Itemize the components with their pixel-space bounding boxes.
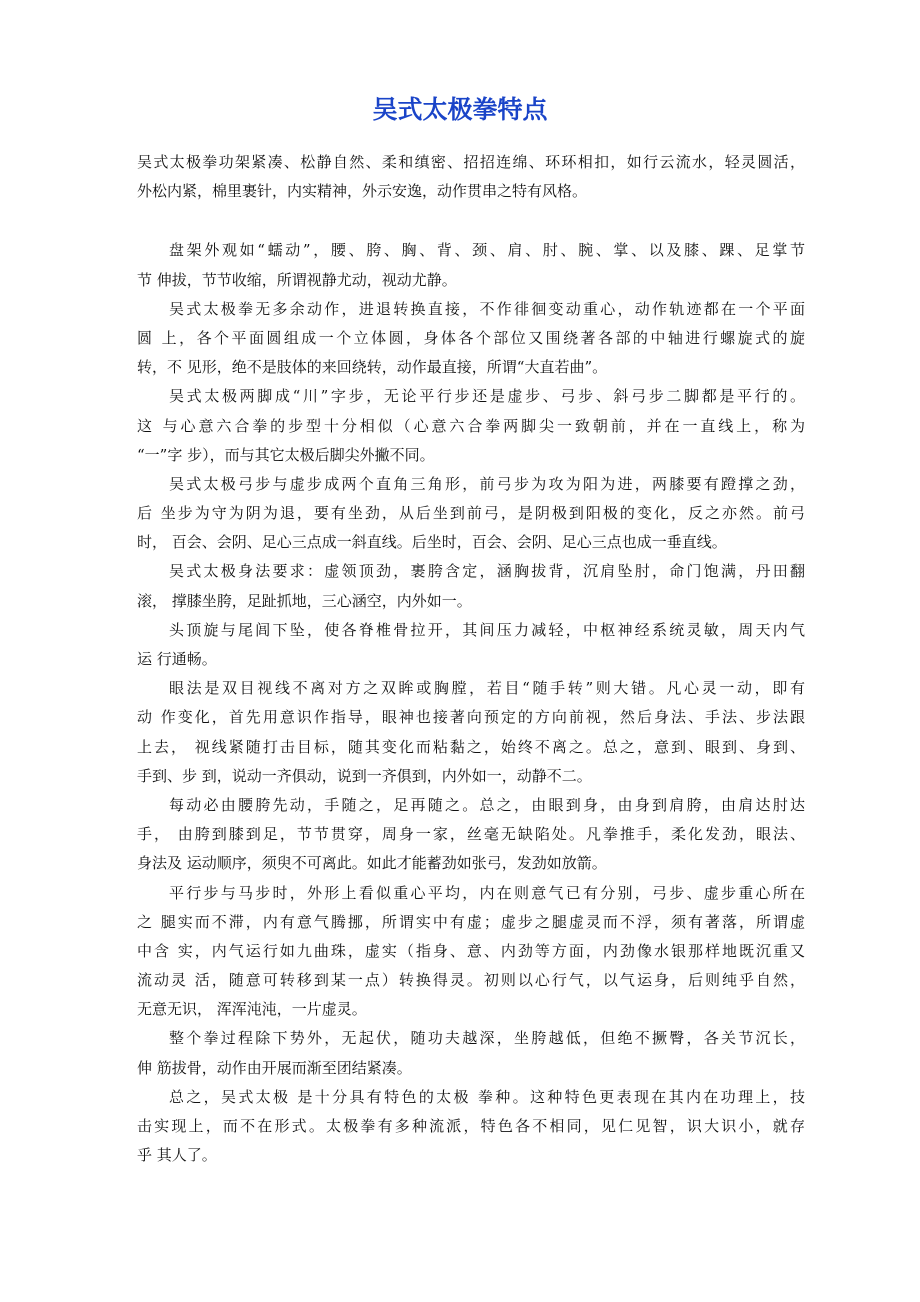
text-line: 平行步与马步时，外形上看似重心平均，内在则意气已有分别，弓步、虚步重心所在: [169, 883, 805, 902]
text-line: 吴式太极身法要求：虚领顶劲，裹胯含定，涵胸拔背，沉肩坠肘，命门饱满，丹田翻: [169, 562, 805, 581]
text-line: 击实现上，而不在形式。太极拳有多种流派，特色各不相同，见仁见智，识大识小，就存: [137, 1117, 805, 1135]
text-line: 伸 筋拔骨，动作由开展而渐至团结紧凑。: [137, 1058, 412, 1077]
text-line: 运 行通畅。: [137, 650, 217, 668]
text-line: 吴式太极弓步与虚步成两个直角三角形，前弓步为攻为阳为进，两膝要有蹬撑之劲，: [169, 474, 805, 493]
text-line: 手到、步 到，说动一齐俱动，说到一齐俱到，内外如一，动静不二。: [137, 766, 592, 785]
text-line: 后 坐步为守为阴为退，要有坐劲，从后坐到前弓，是阴极到阳极的变化，反之亦然。前弓: [137, 504, 805, 523]
text-line: 手， 由胯到膝到足，节节贯穿，周身一家，丝毫无缺陷处。凡拳推手，柔化发劲，眼法、: [137, 825, 805, 844]
text-line: 节 伸拔，节节收缩，所谓视静尤动，视动尤静。: [137, 270, 457, 289]
text-line: 动 作变化，首先用意识作指导，眼神也接著向预定的方向前视，然后身法、手法、步法跟: [137, 708, 805, 727]
text-line: 时， 百会、会阴、足心三点成一斜直线。后坐时，百会、会阴、足心三点也成一垂直线。: [137, 533, 727, 552]
page-title: 吴式太极拳特点: [372, 95, 548, 124]
document-body: [137, 148, 805, 1170]
text-line: 圆 上，各个平面圆组成一个立体圆，身体各个部位又围绕著各部的中轴进行螺旋式的旋: [137, 328, 805, 347]
intro-paragraph: [137, 148, 805, 206]
text-line: 流动灵 活，随意可转移到某一点）转换得灵。初则以心行气，以气运身，后则纯乎自然，: [137, 971, 805, 990]
text-line: 眼法是双目视线不离对方之双眸或胸膛，若目“随手转”则大错。凡心灵一动，即有: [169, 679, 805, 698]
paragraph: [137, 791, 805, 879]
text-line: 无意无识， 浑浑沌沌，一片虚灵。: [137, 1000, 367, 1019]
paragraph: [137, 1083, 805, 1171]
paragraph: [137, 1024, 805, 1082]
text-line: 吴式太极拳无多余动作，进退转换直接，不作徘徊变动重心，动作轨迹都在一个平面: [169, 299, 805, 318]
text-line: 盘架外观如“蠕动”，腰、胯、胸、背、颈、肩、肘、腕、掌、以及膝、踝、足掌节: [169, 241, 805, 260]
text-line: 吴式太极拳功架紧凑、松静自然、柔和缜密、招招连绵、环环相扣，如行云流水，轻灵圆活，: [137, 153, 805, 171]
text-line: “一”字 步），而与其它太极后脚尖外撇不同。: [137, 445, 435, 464]
text-line: 头顶旋与尾闾下坠，使各脊椎骨拉开，其间压力减轻，中枢神经系统灵敏，周天内气: [169, 620, 805, 639]
text-line: 这 与心意六合拳的步型十分相似（心意六合拳两脚尖一致朝前，并在一直线上，称为: [137, 416, 805, 435]
paragraph: [137, 879, 805, 1025]
text-line: 滚， 撑膝坐胯，足趾抓地，三心涵空，内外如一。: [137, 591, 472, 610]
text-line: 身法及 运动顺序，须臾不可离此。如此才能蓄劲如张弓，发劲如放箭。: [137, 854, 607, 873]
paragraph: [137, 674, 805, 791]
text-line: 转，不 见形，绝不是肢体的来回绕转，动作最直接，所谓“大直若曲”。: [137, 358, 608, 377]
paragraph-gap: [137, 206, 805, 236]
text-line: 乎 其人了。: [137, 1146, 217, 1165]
text-line: 吴式太极两脚成“川”字步，无论平行步还是虚步、弓步、斜弓步二脚都是平行的。: [169, 387, 805, 406]
paragraph-list: [137, 236, 805, 1170]
text-line: 每动必由腰胯先动，手随之，足再随之。总之，由眼到身，由身到肩胯，由肩达肘达: [169, 795, 805, 814]
paragraph: [137, 295, 805, 383]
text-line: 中含 实，内气运行如九曲珠，虚实（指身、意、内劲等方面，内劲像水银那样地既沉重又: [137, 941, 805, 960]
paragraph: [137, 616, 805, 674]
text-line: 总之，吴式太极 是十分具有特色的太极 拳种。这种特色更表现在其内在功理上，技: [169, 1087, 805, 1106]
text-line: 外松内紧，棉里裹针，内实精神，外示安逸，动作贯串之特有风格。: [137, 182, 588, 201]
paragraph: [137, 236, 805, 294]
text-line: 上去， 视线紧随打击目标，随其变化而粘黏之，始终不离之。总之，意到、眼到、身到、: [137, 737, 805, 756]
text-line: 之 腿实而不滞，内有意气腾挪，所谓实中有虚；虚步之腿虚灵而不浮，须有著落，所谓虚: [137, 912, 805, 931]
text-line: 整个拳过程除下势外，无起伏，随功夫越深，坐胯越低，但绝不撅臀，各关节沉长，: [169, 1029, 805, 1048]
paragraph: [137, 382, 805, 470]
paragraph: [137, 557, 805, 615]
paragraph: [137, 470, 805, 558]
